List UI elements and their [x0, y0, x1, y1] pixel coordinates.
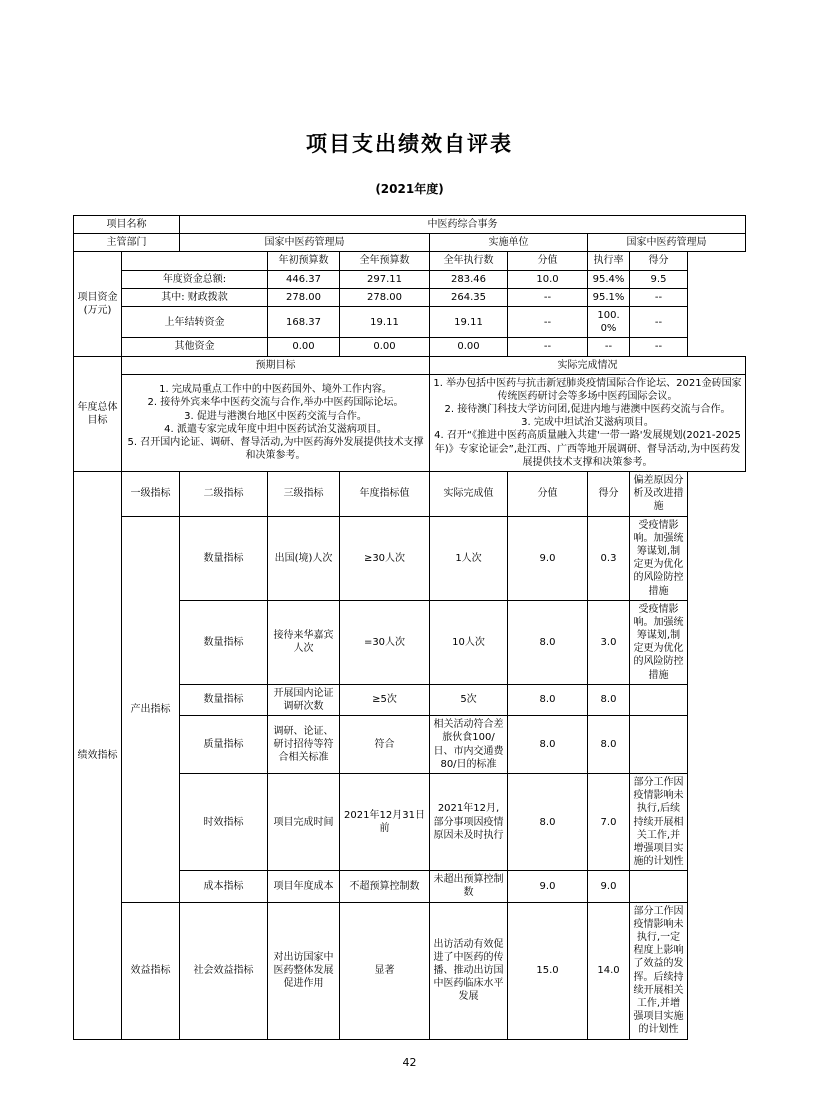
- funds-cell: --: [508, 338, 588, 356]
- indicator-col-5: 分值: [508, 472, 588, 517]
- dept-label: 主管部门: [74, 234, 180, 252]
- indicator-score-total: 9.0: [508, 871, 588, 902]
- indicator-target: ≥5次: [340, 684, 430, 715]
- indicator-target: 显著: [340, 902, 430, 1039]
- indicator-level2: 社会效益指标: [180, 902, 268, 1039]
- project-name-label: 项目名称: [74, 216, 180, 234]
- indicator-target: 不超预算控制数: [340, 871, 430, 902]
- indicator-level3: 接待来华嘉宾人次: [268, 600, 340, 684]
- indicator-level2: 质量指标: [180, 716, 268, 774]
- indicator-score-total: 9.0: [508, 516, 588, 600]
- indicator-level2: 数量指标: [180, 684, 268, 715]
- actual-line: 3. 完成中坦试治艾滋病项目。: [521, 417, 654, 429]
- funds-col-0: 年初预算数: [268, 252, 340, 270]
- indicator-target: =30人次: [340, 600, 430, 684]
- funds-cell: 100.0%: [588, 306, 630, 337]
- expected-line: 3. 促进与港澳台地区中医药交流与合作。: [184, 410, 367, 422]
- indicator-score-total: 8.0: [508, 600, 588, 684]
- indicator-actual: 未超出预算控制数: [430, 871, 508, 902]
- indicator-actual: 1人次: [430, 516, 508, 600]
- indicator-score: 3.0: [588, 600, 630, 684]
- indicator-target: ≥30人次: [340, 516, 430, 600]
- funds-cell: 19.11: [340, 306, 430, 337]
- funds-cell: 9.5: [630, 270, 688, 288]
- actual-goal-text: [430, 374, 746, 471]
- funds-cell: --: [630, 306, 688, 337]
- page-subtitle: (2021年度): [375, 182, 444, 196]
- funds-cell: 168.37: [268, 306, 340, 337]
- page-title: 项目支出绩效自评表: [306, 132, 513, 156]
- dept-value: 国家中医药管理局: [180, 234, 430, 252]
- funds-row-name: 其他资金: [122, 338, 268, 356]
- funds-row-name: 上年结转资金: [122, 306, 268, 337]
- funds-row-name: 年度资金总额:: [122, 270, 268, 288]
- funds-cell: --: [588, 338, 630, 356]
- expected-line: 4. 派遣专家完成年度中坦中医药试治艾滋病项目。: [164, 423, 387, 435]
- funds-cell: 297.11: [340, 270, 430, 288]
- funds-row-name: 其中: 财政拨款: [122, 288, 268, 306]
- table-row: [74, 338, 746, 356]
- indicator-deviation: [630, 684, 688, 715]
- actual-line: 4. 召开“《推进中医药高质量融入共建'一带一路'发展规划(2021-2025年)》专家论证会”,赴江西、广西等地开展调研、督导活动,为中医药发展提供技术支撑和决策参考。: [434, 430, 741, 468]
- funds-cell: 95.4%: [588, 270, 630, 288]
- indicator-level2: 数量指标: [180, 600, 268, 684]
- funds-cell: 0.00: [430, 338, 508, 356]
- indicator-level3: 对出访国家中医药整体发展促进作用: [268, 902, 340, 1039]
- indicator-level3: 项目完成时间: [268, 773, 340, 870]
- indicator-score-total: 8.0: [508, 684, 588, 715]
- funds-cell: 0.00: [268, 338, 340, 356]
- indicator-score: 8.0: [588, 684, 630, 715]
- expected-goal-header: 预期目标: [122, 356, 430, 374]
- indicator-deviation: 部分工作因疫情影响未执行,后续持续开展相关工作,并增强项目实施的计划性: [630, 773, 688, 870]
- actual-line: 2. 接待澳门科技大学访问团,促进内地与港澳中医药交流与合作。: [444, 404, 731, 416]
- table-row: [74, 374, 746, 471]
- indicator-group-output: 产出指标: [122, 516, 180, 902]
- table-row: [74, 252, 746, 270]
- funds-cell: --: [630, 338, 688, 356]
- funds-cell: 10.0: [508, 270, 588, 288]
- funds-cell: 19.11: [430, 306, 508, 337]
- indicator-level2: 数量指标: [180, 516, 268, 600]
- table-row: [74, 216, 746, 234]
- indicator-score: 7.0: [588, 773, 630, 870]
- indicator-target: 2021年12月31日前: [340, 773, 430, 870]
- indicator-level3: 项目年度成本: [268, 871, 340, 902]
- indicator-actual: 相关活动符合差旅伙食100/日、市内交通费80/日的标准: [430, 716, 508, 774]
- expected-line: 1. 完成局重点工作中的中医药国外、境外工作内容。: [159, 384, 392, 396]
- funds-col-2: 全年执行数: [430, 252, 508, 270]
- table-row: [74, 234, 746, 252]
- table-row: [74, 270, 746, 288]
- indicator-level3: 开展国内论证调研次数: [268, 684, 340, 715]
- indicator-level2: 成本指标: [180, 871, 268, 902]
- indicator-target: 符合: [340, 716, 430, 774]
- funds-col-4: 执行率: [588, 252, 630, 270]
- expected-goal-text: [122, 374, 430, 471]
- funds-cell: 278.00: [340, 288, 430, 306]
- funds-cell: 0.00: [340, 338, 430, 356]
- funds-cell: 95.1%: [588, 288, 630, 306]
- indicator-col-6: 得分: [588, 472, 630, 517]
- actual-goal-header: 实际完成情况: [430, 356, 746, 374]
- indicator-level3: 出国(境)人次: [268, 516, 340, 600]
- indicator-deviation: [630, 716, 688, 774]
- indicator-score: 14.0: [588, 902, 630, 1039]
- indicator-deviation: 受疫情影响。加强统筹谋划,制定更为优化的风险防控措施: [630, 516, 688, 600]
- page-number: 42: [402, 1056, 417, 1069]
- funds-row-label: 项目资金(万元): [74, 252, 122, 356]
- indicator-col-4: 实际完成值: [430, 472, 508, 517]
- indicator-col-0: 一级指标: [122, 472, 180, 517]
- indicator-col-2: 三级指标: [268, 472, 340, 517]
- indicator-col-1: 二级指标: [180, 472, 268, 517]
- funds-col-3: 分值: [508, 252, 588, 270]
- performance-self-evaluation-table: [73, 215, 746, 1040]
- table-row: [74, 516, 746, 600]
- indicator-score-total: 15.0: [508, 902, 588, 1039]
- indicator-level2: 时效指标: [180, 773, 268, 870]
- indicator-actual: 10人次: [430, 600, 508, 684]
- funds-cell: --: [508, 306, 588, 337]
- indicator-score: 8.0: [588, 716, 630, 774]
- unit-value: 国家中医药管理局: [588, 234, 746, 252]
- indicator-actual: 2021年12月,部分事项因疫情原因未及时执行: [430, 773, 508, 870]
- funds-cell: 278.00: [268, 288, 340, 306]
- funds-cell: 446.37: [268, 270, 340, 288]
- funds-cell: 283.46: [430, 270, 508, 288]
- table-row: [74, 356, 746, 374]
- indicator-deviation: [630, 871, 688, 902]
- indicator-level3: 调研、论证、研讨招待等符合相关标准: [268, 716, 340, 774]
- indicator-score-total: 8.0: [508, 716, 588, 774]
- indicator-score: 0.3: [588, 516, 630, 600]
- funds-cell: --: [630, 288, 688, 306]
- indicator-deviation: 部分工作因疫情影响未执行,一定程度上影响了效益的发挥。后续持续开展相关工作,并增强项目实施的计划性: [630, 902, 688, 1039]
- funds-blank-corner: [122, 252, 268, 270]
- unit-label: 实施单位: [430, 234, 588, 252]
- indicator-group-benefit: 效益指标: [122, 902, 180, 1039]
- indicator-deviation: 受疫情影响。加强统筹谋划,制定更为优化的风险防控措施: [630, 600, 688, 684]
- indicator-score: 9.0: [588, 871, 630, 902]
- table-row: [74, 902, 746, 1039]
- indicator-actual: 5次: [430, 684, 508, 715]
- project-name-value: 中医药综合事务: [180, 216, 746, 234]
- indicator-actual: 出访活动有效促进了中医药的传播、推动出访国中医药临床水平发展: [430, 902, 508, 1039]
- indicator-score-total: 8.0: [508, 773, 588, 870]
- funds-col-1: 全年预算数: [340, 252, 430, 270]
- funds-cell: 264.35: [430, 288, 508, 306]
- table-row: [74, 472, 746, 517]
- indicator-col-3: 年度指标值: [340, 472, 430, 517]
- annual-goals-row-label: 年度总体目标: [74, 356, 122, 472]
- expected-line: 5. 召开国内论证、调研、督导活动,为中医药海外发展提供技术支撑和决策参考。: [127, 437, 424, 462]
- indicator-col-7: 偏差原因分析及改进措施: [630, 472, 688, 517]
- funds-cell: --: [508, 288, 588, 306]
- funds-col-5: 得分: [630, 252, 688, 270]
- actual-line: 1. 举办包括中医药与抗击新冠肺炎疫情国际合作论坛、2021金砖国家传统医药研讨会等多场中医药国际会议。: [433, 377, 742, 402]
- table-row: [74, 306, 746, 337]
- indicators-row-label: 绩效指标: [74, 472, 122, 1040]
- table-row: [74, 288, 746, 306]
- expected-line: 2. 接待外宾来华中医药交流与合作,举办中医药国际论坛。: [147, 397, 404, 409]
